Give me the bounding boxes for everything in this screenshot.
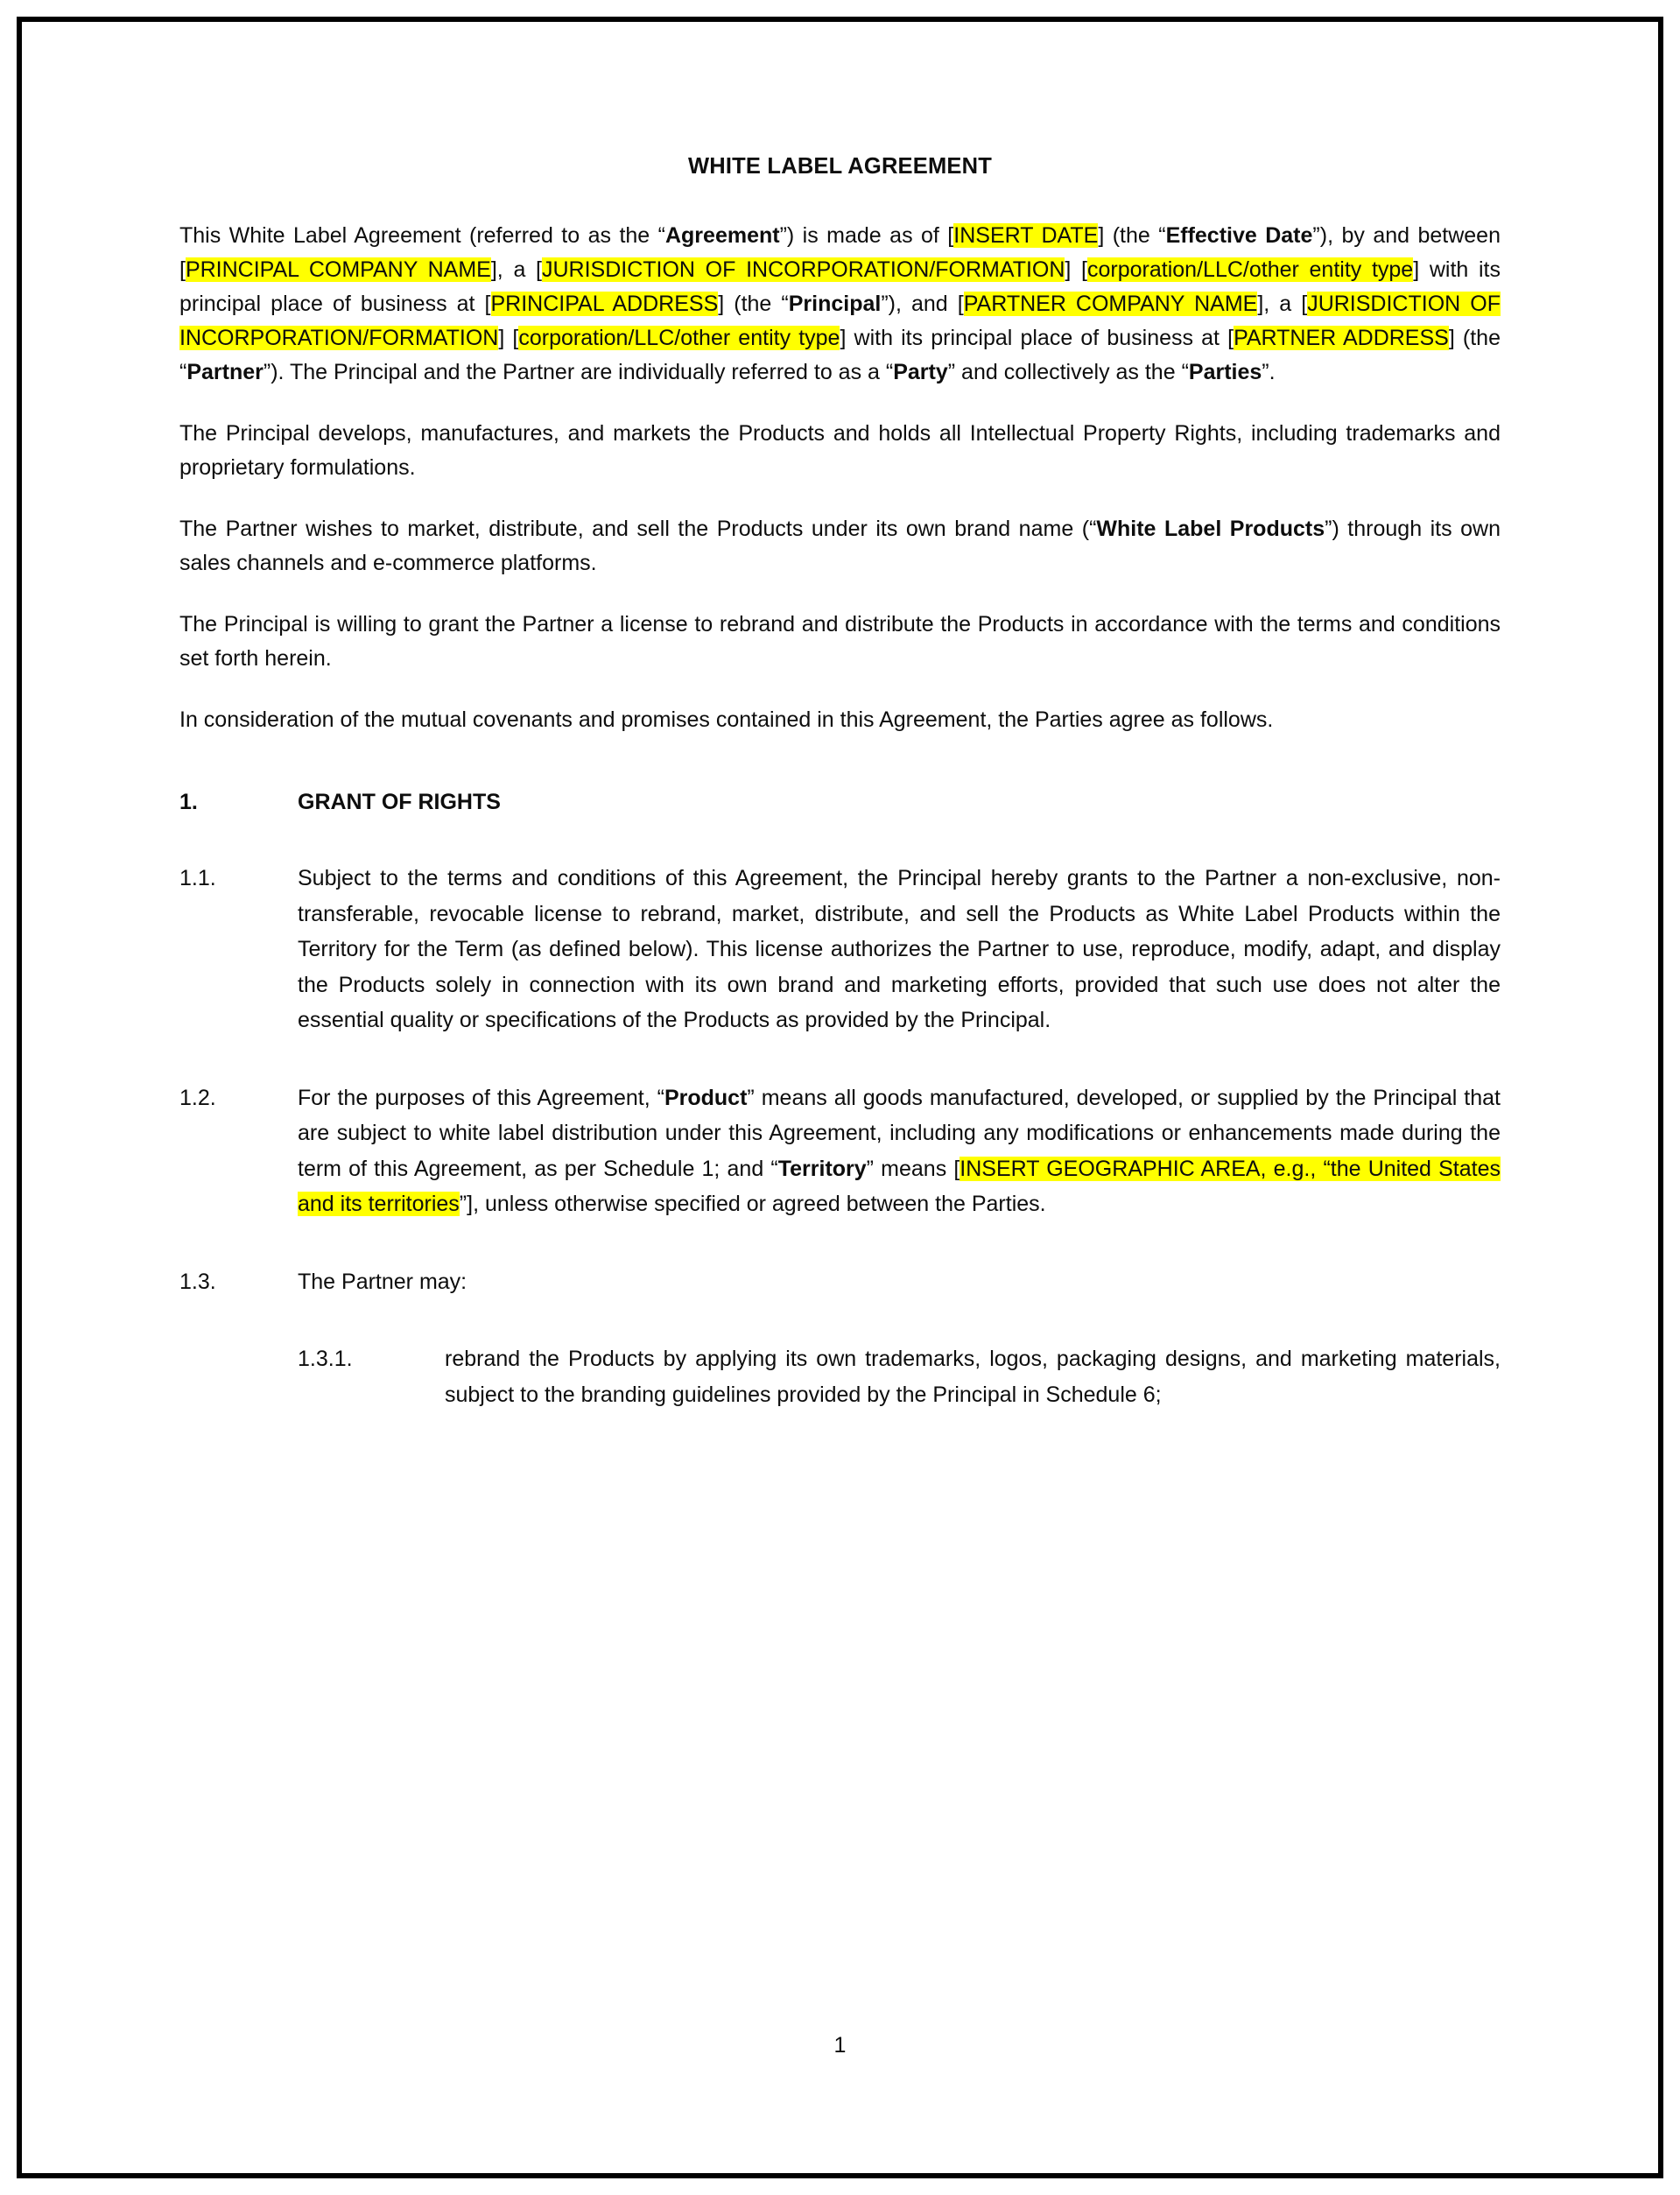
preamble-text-16: ”. bbox=[1262, 359, 1276, 384]
clause-number-1-1: 1.1. bbox=[179, 866, 216, 891]
section-title: GRANT OF RIGHTS bbox=[298, 789, 501, 814]
recital-consideration: In consideration of the mutual covenants and promises contained in this Agreement, the Parties agree as follows. bbox=[179, 707, 1274, 732]
preamble-text-4: ”), by and between [ bbox=[179, 222, 1501, 282]
defined-term-agreement: Agreement bbox=[664, 222, 780, 248]
preamble-text-5: ], a [ bbox=[490, 257, 542, 282]
clause-body-1-3: The Partner may: bbox=[298, 1269, 467, 1294]
placeholder-principal-company-name: PRINCIPAL COMPANY NAME bbox=[185, 257, 491, 282]
placeholder-principal-jurisdiction: JURISDICTION OF INCORPORATION/FORMATION bbox=[541, 257, 1065, 282]
clause-1-2 bbox=[179, 1080, 1501, 1222]
defined-term-partner: Partner bbox=[186, 359, 264, 384]
section-number: 1. bbox=[179, 789, 198, 814]
preamble-text-13: ] (the “ bbox=[179, 325, 1501, 384]
recital-principal-develops: The Principal develops, manufactures, and markets the Products and holds all Intellectual Property Rights, including trademarks and proprietary formulations. bbox=[179, 420, 1501, 480]
clause-1-2-text-4: ”], unless otherwise specified or agreed between the Parties. bbox=[459, 1192, 1046, 1217]
placeholder-partner-entity-type: corporation/LLC/other entity type bbox=[518, 325, 840, 350]
recital-partner-wishes bbox=[179, 512, 1501, 580]
clause-number-1-3-1: 1.3.1. bbox=[298, 1347, 353, 1372]
preamble-text-7: ] with its principal place of business at [ bbox=[179, 257, 1501, 316]
preamble-text-11: ] [ bbox=[498, 325, 519, 350]
defined-term-territory: Territory bbox=[777, 1156, 867, 1181]
clause-1-2-text-2: ” means all goods manufactured, developed, or supplied by the Principal that are subject to white label distribution under this Agreement, including any modifications or enhancements made during the term of this Agreement, as per Schedule 1; and “ bbox=[298, 1085, 1501, 1181]
page-content-area bbox=[22, 22, 1658, 2173]
placeholder-partner-address: PARTNER ADDRESS bbox=[1234, 325, 1449, 350]
preamble-text-14: ”). The Principal and the Partner are individually referred to as a “ bbox=[263, 359, 894, 384]
placeholder-partner-company-name: PARTNER COMPANY NAME bbox=[963, 291, 1258, 316]
placeholder-geographic-area: INSERT GEOGRAPHIC AREA, e.g., “the United States and its territories bbox=[298, 1156, 1501, 1217]
placeholder-principal-address: PRINCIPAL ADDRESS bbox=[490, 291, 719, 316]
placeholder-principal-entity-type: corporation/LLC/other entity type bbox=[1087, 257, 1414, 282]
clause-body-1-2 bbox=[298, 1080, 1501, 1222]
placeholder-partner-jurisdiction: JURISDICTION OF INCORPORATION/FORMATION bbox=[179, 291, 1501, 350]
defined-term-product: Product bbox=[664, 1085, 748, 1110]
clause-body-1-1: Subject to the terms and conditions of this Agreement, the Principal hereby grants to the Partner a non-exclusive, non-transferable, revocable license to rebrand, market, distribute, and sell the Products as White Label Products within the Territory for the Term (as defined below). This license authorizes the Partner to use, reproduce, modify, adapt, and display the Products solely in connection with its own brand and marketing efforts, provided that such use does not alter the essential quality or specifications of the Products as provided by the Principal. bbox=[298, 866, 1501, 1033]
clause-number-1-2: 1.2. bbox=[179, 1085, 216, 1110]
recital-principal-willing: The Principal is willing to grant the Partner a license to rebrand and distribute the Products in accordance with the terms and conditions set forth herein. bbox=[179, 611, 1501, 671]
defined-term-parties: Parties bbox=[1188, 359, 1262, 384]
page-number-footer: 1 bbox=[833, 2033, 847, 2058]
defined-term-white-label-products: White Label Products bbox=[1096, 516, 1325, 541]
preamble-parties-paragraph bbox=[179, 219, 1501, 390]
preamble-text-2: ”) is made as of [ bbox=[779, 222, 954, 248]
clause-number-1-3: 1.3. bbox=[179, 1269, 216, 1294]
page-title: WHITE LABEL AGREEMENT bbox=[687, 154, 993, 179]
defined-term-effective-date: Effective Date bbox=[1165, 222, 1313, 248]
clause-1-2-text-3: ” means [ bbox=[866, 1156, 960, 1181]
preamble-text-3: ] (the “ bbox=[1098, 222, 1166, 248]
recital-text-2: ”) through its own sales channels and e-commerce platforms. bbox=[179, 516, 1501, 575]
clause-1-3-1 bbox=[298, 1341, 1501, 1412]
clause-1-1 bbox=[179, 861, 1501, 1038]
preamble-text-6: ] [ bbox=[1065, 257, 1088, 282]
placeholder-insert-date: INSERT DATE bbox=[953, 222, 1099, 248]
preamble-text-9: ”), and [ bbox=[881, 291, 964, 316]
page-border bbox=[17, 17, 1663, 2178]
preamble-text-8: ] (the “ bbox=[718, 291, 789, 316]
preamble-text-1: This White Label Agreement (referred to as the “ bbox=[179, 222, 665, 248]
preamble-text-12: ] with its principal place of business at [ bbox=[840, 325, 1234, 350]
preamble-text-10: ], a [ bbox=[1257, 291, 1308, 316]
defined-term-principal: Principal bbox=[788, 291, 882, 316]
recital-text-1: The Partner wishes to market, distribute, and sell the Products under its own brand name (“ bbox=[179, 516, 1097, 541]
section-heading-grant-of-rights bbox=[179, 786, 1501, 820]
clause-1-3 bbox=[179, 1264, 1501, 1300]
preamble-text-15: ” and collectively as the “ bbox=[947, 359, 1189, 384]
defined-term-party: Party bbox=[893, 359, 948, 384]
clause-1-2-text-1: For the purposes of this Agreement, “ bbox=[298, 1085, 664, 1110]
clause-body-1-3-1: rebrand the Products by applying its own trademarks, logos, packaging designs, and marketing materials, subject to the branding guidelines provided by the Principal in Schedule 6; bbox=[445, 1347, 1501, 1407]
